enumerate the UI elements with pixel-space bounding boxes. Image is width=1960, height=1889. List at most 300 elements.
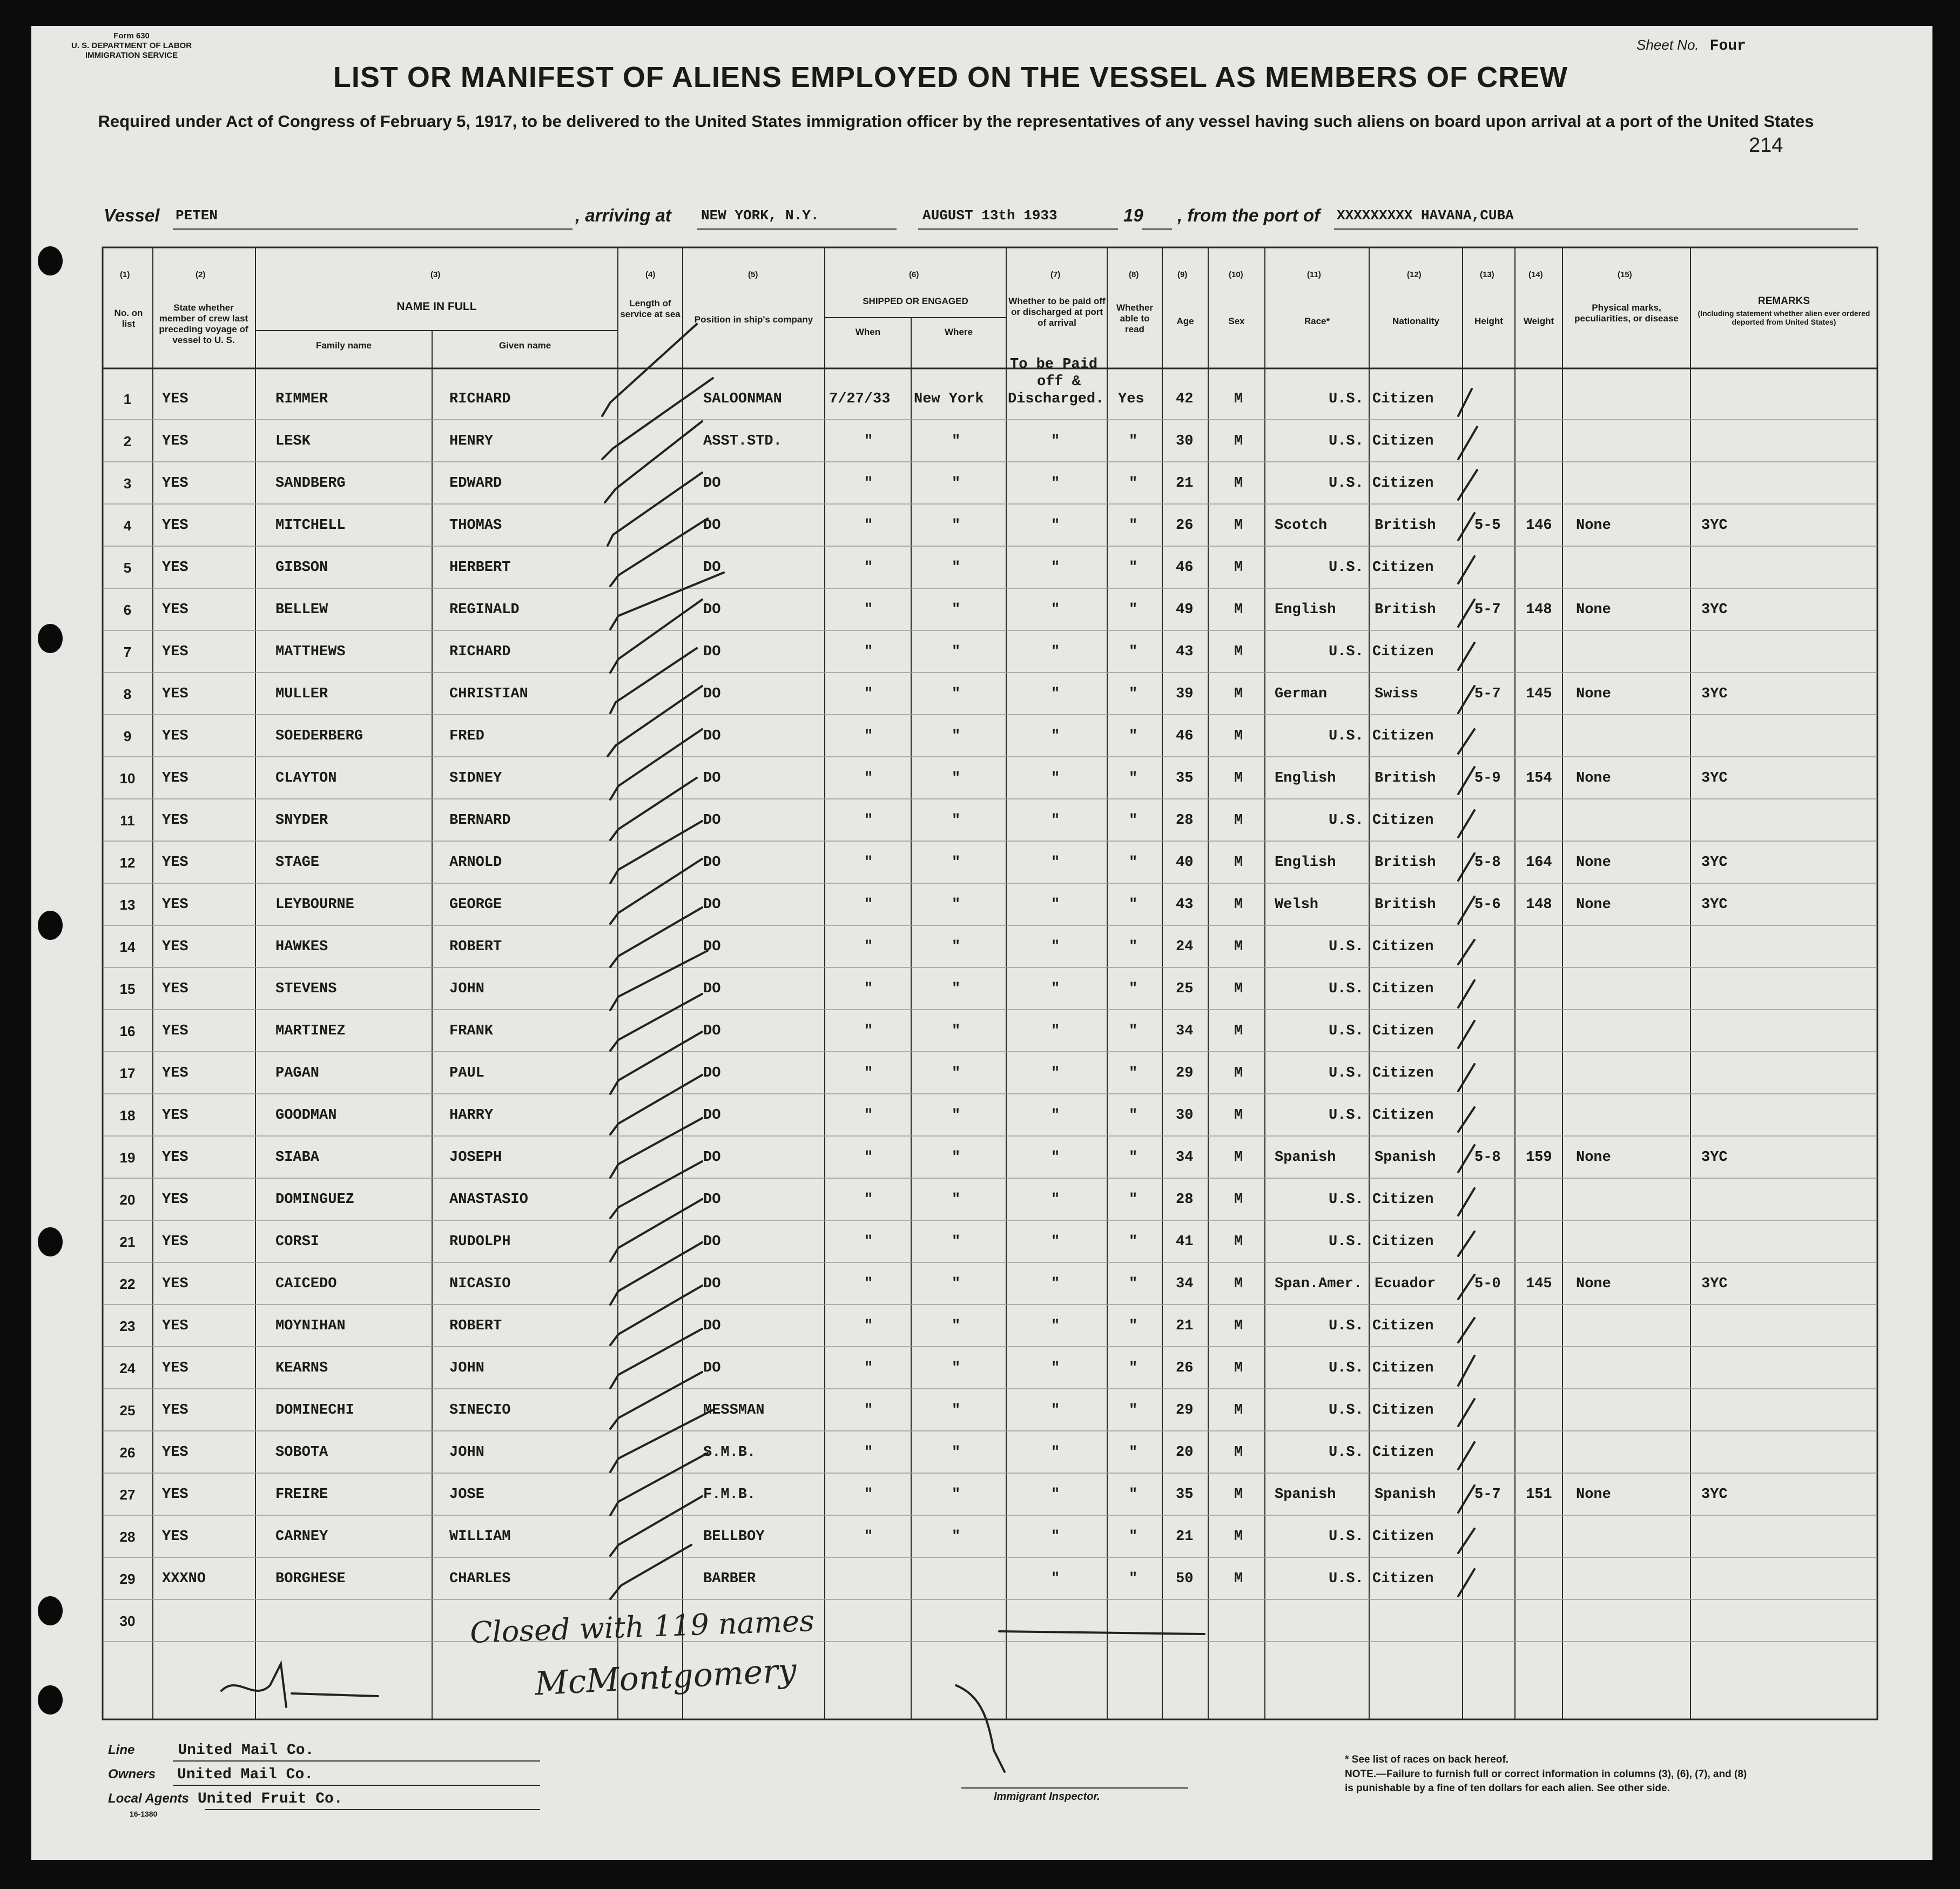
able-to-read-cell: " bbox=[1129, 433, 1138, 449]
given-name-cell: BERNARD bbox=[449, 812, 511, 829]
family-name-cell: DOMINECHI bbox=[275, 1402, 354, 1419]
shipped-when-cell: 7/27/33 bbox=[829, 391, 891, 407]
shipped-where-cell: " bbox=[952, 939, 961, 955]
age-cell: 21 bbox=[1176, 475, 1194, 492]
weight-cell: 154 bbox=[1526, 770, 1552, 786]
prev-voyage-cell: YES bbox=[162, 1487, 188, 1503]
sex-cell: M bbox=[1234, 475, 1243, 492]
physical-marks-cell: None bbox=[1576, 1276, 1611, 1292]
paid-off-cell: " bbox=[1051, 812, 1060, 829]
nationality-cell: British bbox=[1375, 602, 1436, 618]
position-cell: DO bbox=[703, 1065, 721, 1081]
prev-voyage-cell: YES bbox=[162, 1234, 188, 1250]
family-name-cell: FREIRE bbox=[275, 1487, 328, 1503]
nationality-cell: British bbox=[1375, 517, 1436, 534]
col-3-family-header: Family name bbox=[316, 340, 372, 351]
row-number: 28 bbox=[119, 1529, 136, 1545]
col-14-number: (14) bbox=[1528, 270, 1543, 279]
nationality-cell: Swiss bbox=[1375, 686, 1419, 702]
prev-voyage-cell: YES bbox=[162, 391, 188, 407]
paid-off-cell: " bbox=[1051, 1487, 1060, 1503]
position-cell: DO bbox=[703, 1107, 721, 1124]
paid-off-cell: " bbox=[1051, 981, 1060, 997]
nationality-cell: U.S. Citizen bbox=[1329, 981, 1434, 997]
row-number: 12 bbox=[119, 855, 136, 871]
family-name-cell: SOBOTA bbox=[275, 1444, 328, 1461]
prev-voyage-cell: YES bbox=[162, 1360, 188, 1376]
col-6-where-header: Where bbox=[945, 327, 973, 337]
given-name-cell: RICHARD bbox=[449, 644, 511, 660]
able-to-read-cell: " bbox=[1129, 1318, 1138, 1334]
position-cell: MESSMAN bbox=[703, 1402, 765, 1419]
shipped-where-cell: " bbox=[952, 602, 961, 618]
age-cell: 46 bbox=[1176, 560, 1194, 576]
nationality-cell: U.S. Citizen bbox=[1329, 1360, 1434, 1376]
position-cell: DO bbox=[703, 1234, 721, 1250]
able-to-read-cell: Yes bbox=[1118, 391, 1144, 407]
inspector-signature: McMontgomery bbox=[534, 1651, 798, 1703]
row-number: 3 bbox=[123, 475, 132, 492]
position-cell: DO bbox=[703, 602, 721, 618]
given-name-cell: ANASTASIO bbox=[449, 1192, 528, 1208]
paid-off-cell: " bbox=[1051, 1065, 1060, 1081]
owners-label: Owners bbox=[108, 1767, 156, 1782]
col-4-header: Length of service at sea bbox=[620, 298, 681, 319]
height-cell: 5-0 bbox=[1474, 1276, 1501, 1292]
family-name-cell: STAGE bbox=[275, 855, 320, 871]
position-cell: DO bbox=[703, 1023, 721, 1039]
family-name-cell: HAWKES bbox=[275, 939, 328, 955]
position-cell: DO bbox=[703, 897, 721, 913]
sex-cell: M bbox=[1234, 1192, 1243, 1208]
given-name-cell: ROBERT bbox=[449, 1318, 502, 1334]
col-16-header: REMARKS bbox=[1757, 295, 1810, 307]
family-name-cell: MARTINEZ bbox=[275, 1023, 346, 1039]
sex-cell: M bbox=[1234, 855, 1243, 871]
row-number: 8 bbox=[123, 686, 132, 702]
nationality-cell: U.S. Citizen bbox=[1329, 1107, 1434, 1124]
shipped-when-cell: " bbox=[864, 1107, 873, 1124]
paid-off-cell: " bbox=[1051, 1360, 1060, 1376]
given-name-cell: PAUL bbox=[449, 1065, 484, 1081]
prev-voyage-cell: YES bbox=[162, 644, 188, 660]
nationality-cell: U.S. Citizen bbox=[1329, 560, 1434, 576]
paid-off-cell: " bbox=[1051, 433, 1060, 449]
shipped-where-cell: " bbox=[952, 728, 961, 744]
col-15-number: (15) bbox=[1618, 270, 1632, 279]
able-to-read-cell: " bbox=[1129, 1571, 1138, 1587]
shipped-when-cell: " bbox=[864, 644, 873, 660]
page-subtitle: Required under Act of Congress of February 5, 1917, to be delivered to the United States immigration officer by the representatives of any vessel having such aliens on board upon arrival at a port of the United States bbox=[98, 112, 1814, 131]
prev-voyage-cell: YES bbox=[162, 517, 188, 534]
able-to-read-cell: " bbox=[1129, 981, 1138, 997]
sex-cell: M bbox=[1234, 1529, 1243, 1545]
given-name-cell: RICHARD bbox=[449, 391, 511, 407]
given-name-cell: NICASIO bbox=[449, 1276, 511, 1292]
family-name-cell: SOEDERBERG bbox=[275, 728, 363, 744]
remarks-cell: 3YC bbox=[1701, 1149, 1728, 1166]
age-cell: 25 bbox=[1176, 981, 1194, 997]
row-number: 7 bbox=[123, 644, 132, 660]
given-name-cell: JOSE bbox=[449, 1487, 484, 1503]
age-cell: 20 bbox=[1176, 1444, 1194, 1461]
page-number: 214 bbox=[1749, 134, 1783, 157]
shipped-where-cell: " bbox=[952, 433, 961, 449]
given-name-cell: JOHN bbox=[449, 981, 484, 997]
physical-marks-cell: None bbox=[1576, 686, 1611, 702]
able-to-read-cell: " bbox=[1129, 602, 1138, 618]
height-cell: 5-8 bbox=[1474, 1149, 1501, 1166]
sex-cell: M bbox=[1234, 1402, 1243, 1419]
col-4-number: (4) bbox=[645, 270, 656, 279]
shipped-where-cell: " bbox=[952, 1318, 961, 1334]
shipped-when-cell: " bbox=[864, 517, 873, 534]
family-name-cell: BELLEW bbox=[275, 602, 328, 618]
age-cell: 35 bbox=[1176, 1487, 1194, 1503]
position-cell: DO bbox=[703, 855, 721, 871]
prev-voyage-cell: YES bbox=[162, 433, 188, 449]
given-name-cell: JOSEPH bbox=[449, 1149, 502, 1166]
shipped-where-cell: " bbox=[952, 1360, 961, 1376]
shipped-where-cell: " bbox=[952, 560, 961, 576]
sex-cell: M bbox=[1234, 1360, 1243, 1376]
able-to-read-cell: " bbox=[1129, 897, 1138, 913]
col-8-number: (8) bbox=[1129, 270, 1139, 279]
position-cell: DO bbox=[703, 770, 721, 786]
row-number: 25 bbox=[119, 1402, 136, 1419]
position-cell: DO bbox=[703, 517, 721, 534]
nationality-cell: U.S. Citizen bbox=[1329, 1402, 1434, 1419]
nationality-cell: U.S. Citizen bbox=[1329, 475, 1434, 492]
row-number: 17 bbox=[119, 1065, 136, 1081]
race-cell: Span.Amer. bbox=[1275, 1276, 1363, 1292]
prev-voyage-cell: YES bbox=[162, 981, 188, 997]
sheet-label: Sheet No. bbox=[1636, 37, 1699, 53]
able-to-read-cell: " bbox=[1129, 517, 1138, 534]
race-cell: English bbox=[1275, 770, 1336, 786]
shipped-where-cell: " bbox=[952, 1192, 961, 1208]
paid-off-cell: " bbox=[1051, 644, 1060, 660]
shipped-when-cell: " bbox=[864, 770, 873, 786]
shipped-where-cell: " bbox=[952, 855, 961, 871]
age-cell: 43 bbox=[1176, 644, 1194, 660]
sex-cell: M bbox=[1234, 644, 1243, 660]
sex-cell: M bbox=[1234, 602, 1243, 618]
sex-cell: M bbox=[1234, 1065, 1243, 1081]
age-cell: 30 bbox=[1176, 433, 1194, 449]
nationality-cell: U.S. Citizen bbox=[1329, 1023, 1434, 1039]
department: U. S. DEPARTMENT OF LABOR bbox=[71, 41, 192, 50]
shipped-when-cell: " bbox=[864, 939, 873, 955]
position-cell: SALOONMAN bbox=[703, 391, 782, 407]
year-label: 19 bbox=[1123, 205, 1143, 225]
col-10-number: (10) bbox=[1229, 270, 1243, 279]
position-cell: F.M.B. bbox=[703, 1487, 756, 1503]
age-cell: 30 bbox=[1176, 1107, 1194, 1124]
position-cell: DO bbox=[703, 939, 721, 955]
shipped-where-cell: New York bbox=[914, 391, 984, 407]
nationality-cell: U.S. Citizen bbox=[1329, 1065, 1434, 1081]
able-to-read-cell: " bbox=[1129, 1149, 1138, 1166]
col-5-header: Position in ship's company bbox=[694, 314, 813, 325]
given-name-cell: HENRY bbox=[449, 433, 494, 449]
prev-voyage-cell: YES bbox=[162, 1318, 188, 1334]
given-name-cell: JOHN bbox=[449, 1444, 484, 1461]
age-cell: 29 bbox=[1176, 1065, 1194, 1081]
weight-cell: 148 bbox=[1526, 897, 1552, 913]
nationality-cell: U.S. Citizen bbox=[1329, 728, 1434, 744]
col-5-number: (5) bbox=[748, 270, 758, 279]
nationality-cell: U.S. Citizen bbox=[1329, 1571, 1434, 1587]
given-name-cell: RUDOLPH bbox=[449, 1234, 511, 1250]
col-2-number: (2) bbox=[196, 270, 206, 279]
sex-cell: M bbox=[1234, 1107, 1243, 1124]
agents-field bbox=[108, 1791, 343, 1807]
shipped-when-cell: " bbox=[864, 560, 873, 576]
prev-voyage-cell: YES bbox=[162, 1065, 188, 1081]
prev-voyage-cell: YES bbox=[162, 602, 188, 618]
family-name-cell: MOYNIHAN bbox=[275, 1318, 346, 1334]
given-name-cell: SINECIO bbox=[449, 1402, 511, 1419]
row-number: 14 bbox=[119, 939, 136, 955]
position-cell: DO bbox=[703, 812, 721, 829]
able-to-read-cell: " bbox=[1129, 770, 1138, 786]
position-cell: DO bbox=[703, 981, 721, 997]
from-label: , from the port of bbox=[1177, 205, 1320, 225]
family-name-cell: GIBSON bbox=[275, 560, 328, 576]
nationality-cell: U.S. Citizen bbox=[1329, 1444, 1434, 1461]
shipped-where-cell: " bbox=[952, 1107, 961, 1124]
able-to-read-cell: " bbox=[1129, 1276, 1138, 1292]
paid-off-cell: Discharged. bbox=[1008, 391, 1104, 407]
able-to-read-cell: " bbox=[1129, 644, 1138, 660]
prev-voyage-cell: XXXNO bbox=[162, 1571, 206, 1587]
given-name-cell: HARRY bbox=[449, 1107, 494, 1124]
shipped-when-cell: " bbox=[864, 728, 873, 744]
paid-off-cell: " bbox=[1051, 517, 1060, 534]
paid-off-cell: " bbox=[1051, 770, 1060, 786]
paid-off-cell: " bbox=[1051, 1023, 1060, 1039]
arrival-port: NEW YORK, N.Y. bbox=[701, 207, 819, 224]
family-name-cell: LEYBOURNE bbox=[275, 897, 354, 913]
prev-voyage-cell: YES bbox=[162, 686, 188, 702]
prev-voyage-cell: YES bbox=[162, 728, 188, 744]
race-cell: Spanish bbox=[1275, 1149, 1336, 1166]
remarks-cell: 3YC bbox=[1701, 855, 1728, 871]
height-cell: 5-8 bbox=[1474, 855, 1501, 871]
shipped-where-cell: " bbox=[952, 475, 961, 492]
paid-off-cell: " bbox=[1051, 686, 1060, 702]
height-cell: 5-9 bbox=[1474, 770, 1501, 786]
family-name-cell: MATTHEWS bbox=[275, 644, 346, 660]
family-name-cell: DOMINGUEZ bbox=[275, 1192, 354, 1208]
shipped-where-cell: " bbox=[952, 1487, 961, 1503]
form-code: 16-1380 bbox=[130, 1810, 158, 1818]
sex-cell: M bbox=[1234, 728, 1243, 744]
row-number: 6 bbox=[123, 602, 132, 618]
family-name-cell: SNYDER bbox=[275, 812, 328, 829]
page-title: LIST OR MANIFEST OF ALIENS EMPLOYED ON THE VESSEL AS MEMBERS OF CREW bbox=[333, 61, 1568, 93]
col-3-header: NAME IN FULL bbox=[396, 300, 477, 313]
col-6-header: SHIPPED OR ENGAGED bbox=[863, 296, 968, 306]
given-name-cell: GEORGE bbox=[449, 897, 502, 913]
row-number: 10 bbox=[119, 770, 136, 786]
able-to-read-cell: " bbox=[1129, 560, 1138, 576]
able-to-read-cell: " bbox=[1129, 1192, 1138, 1208]
remarks-cell: 3YC bbox=[1701, 897, 1728, 913]
col-12-header: Nationality bbox=[1392, 316, 1439, 326]
shipped-when-cell: " bbox=[864, 433, 873, 449]
remarks-cell: 3YC bbox=[1701, 1276, 1728, 1292]
age-cell: 41 bbox=[1176, 1234, 1194, 1250]
col-14-header: Weight bbox=[1523, 316, 1554, 326]
row-number: 1 bbox=[123, 391, 132, 407]
row-number: 27 bbox=[119, 1487, 136, 1503]
age-cell: 43 bbox=[1176, 897, 1194, 913]
prev-voyage-cell: YES bbox=[162, 560, 188, 576]
row-number: 21 bbox=[119, 1234, 136, 1250]
physical-marks-cell: None bbox=[1576, 770, 1611, 786]
age-cell: 21 bbox=[1176, 1318, 1194, 1334]
given-name-cell: HERBERT bbox=[449, 560, 511, 576]
shipped-when-cell: " bbox=[864, 1487, 873, 1503]
paid-off-cell: " bbox=[1051, 728, 1060, 744]
col-9-number: (9) bbox=[1177, 270, 1188, 279]
sex-cell: M bbox=[1234, 1149, 1243, 1166]
col-7-header: Whether to be paid off or discharged at port of arrival bbox=[1008, 296, 1106, 328]
shipped-when-cell: " bbox=[864, 1444, 873, 1461]
sex-cell: M bbox=[1234, 1234, 1243, 1250]
shipped-when-cell: " bbox=[864, 1192, 873, 1208]
family-name-cell: STEVENS bbox=[275, 981, 337, 997]
weight-cell: 151 bbox=[1526, 1487, 1552, 1503]
given-name-cell: ARNOLD bbox=[449, 855, 502, 871]
position-cell: DO bbox=[703, 644, 721, 660]
shipped-when-cell: " bbox=[864, 1529, 873, 1545]
shipped-where-cell: " bbox=[952, 770, 961, 786]
given-name-cell: FRED bbox=[449, 728, 484, 744]
shipped-where-cell: " bbox=[952, 1065, 961, 1081]
shipped-when-cell: " bbox=[864, 1318, 873, 1334]
able-to-read-cell: " bbox=[1129, 939, 1138, 955]
weight-cell: 148 bbox=[1526, 602, 1552, 618]
shipped-where-cell: " bbox=[952, 517, 961, 534]
col-13-number: (13) bbox=[1480, 270, 1494, 279]
row-number: 30 bbox=[119, 1613, 136, 1629]
shipped-when-cell: " bbox=[864, 1276, 873, 1292]
nationality-cell: U.S. Citizen bbox=[1329, 433, 1434, 449]
position-cell: DO bbox=[703, 475, 721, 492]
prev-voyage-cell: YES bbox=[162, 1529, 188, 1545]
age-cell: 42 bbox=[1176, 391, 1194, 407]
remarks-cell: 3YC bbox=[1701, 1487, 1728, 1503]
age-cell: 29 bbox=[1176, 1402, 1194, 1419]
shipped-where-cell: " bbox=[952, 1149, 961, 1166]
agents-label: Local Agents bbox=[108, 1791, 189, 1806]
col-1-header: No. on list bbox=[114, 308, 143, 329]
row-number: 22 bbox=[119, 1276, 136, 1292]
paid-off-cell: " bbox=[1051, 475, 1060, 492]
family-name-cell: MITCHELL bbox=[275, 517, 346, 534]
paid-off-cell: " bbox=[1051, 1149, 1060, 1166]
shipped-where-cell: " bbox=[952, 812, 961, 829]
row-number: 13 bbox=[119, 897, 136, 913]
family-name-cell: CORSI bbox=[275, 1234, 320, 1250]
row-number: 2 bbox=[123, 433, 132, 449]
given-name-cell: FRANK bbox=[449, 1023, 494, 1039]
position-cell: DO bbox=[703, 686, 721, 702]
line-field bbox=[108, 1742, 314, 1759]
able-to-read-cell: " bbox=[1129, 1234, 1138, 1250]
remarks-cell: 3YC bbox=[1701, 770, 1728, 786]
paid-off-cell: " bbox=[1051, 1571, 1060, 1587]
sex-cell: M bbox=[1234, 1571, 1243, 1587]
age-cell: 26 bbox=[1176, 1360, 1194, 1376]
col-9-header: Age bbox=[1176, 316, 1194, 326]
sex-cell: M bbox=[1234, 517, 1243, 534]
nationality-cell: U.S. Citizen bbox=[1329, 812, 1434, 829]
shipped-when-cell: " bbox=[864, 686, 873, 702]
position-cell: BARBER bbox=[703, 1571, 756, 1587]
age-cell: 28 bbox=[1176, 1192, 1194, 1208]
race-cell: Spanish bbox=[1275, 1487, 1336, 1503]
shipped-when-cell: " bbox=[864, 1149, 873, 1166]
paid-off-cell: " bbox=[1051, 897, 1060, 913]
able-to-read-cell: " bbox=[1129, 1402, 1138, 1419]
age-cell: 46 bbox=[1176, 728, 1194, 744]
able-to-read-cell: " bbox=[1129, 1444, 1138, 1461]
prev-voyage-cell: YES bbox=[162, 475, 188, 492]
able-to-read-cell: " bbox=[1129, 1065, 1138, 1081]
row-number: 16 bbox=[119, 1023, 136, 1039]
paid-off-cell: " bbox=[1051, 1192, 1060, 1208]
nationality-cell: U.S. Citizen bbox=[1329, 391, 1434, 407]
prev-voyage-cell: YES bbox=[162, 1023, 188, 1039]
prev-voyage-cell: YES bbox=[162, 897, 188, 913]
nationality-cell: Spanish bbox=[1375, 1487, 1436, 1503]
physical-marks-cell: None bbox=[1576, 602, 1611, 618]
able-to-read-cell: " bbox=[1129, 475, 1138, 492]
shipped-when-cell: " bbox=[864, 981, 873, 997]
row-number: 18 bbox=[119, 1107, 136, 1124]
shipped-where-cell: " bbox=[952, 1276, 961, 1292]
given-name-cell: SIDNEY bbox=[449, 770, 502, 786]
position-cell: BELLBOY bbox=[703, 1529, 765, 1545]
height-cell: 5-7 bbox=[1474, 602, 1501, 618]
age-cell: 34 bbox=[1176, 1276, 1194, 1292]
prev-voyage-cell: YES bbox=[162, 1444, 188, 1461]
family-name-cell: PAGAN bbox=[275, 1065, 320, 1081]
vessel-name: PETEN bbox=[176, 207, 218, 224]
height-cell: 5-5 bbox=[1474, 517, 1501, 534]
age-cell: 49 bbox=[1176, 602, 1194, 618]
sex-cell: M bbox=[1234, 1444, 1243, 1461]
position-cell: DO bbox=[703, 1149, 721, 1166]
row-number: 15 bbox=[119, 981, 136, 997]
col-12-number: (12) bbox=[1407, 270, 1422, 279]
col-1-number: (1) bbox=[120, 270, 130, 279]
physical-marks-cell: None bbox=[1576, 855, 1611, 871]
prev-voyage-cell: YES bbox=[162, 1149, 188, 1166]
prev-voyage-cell: YES bbox=[162, 939, 188, 955]
weight-cell: 146 bbox=[1526, 517, 1552, 534]
remarks-cell: 3YC bbox=[1701, 517, 1728, 534]
row-number: 24 bbox=[119, 1360, 136, 1376]
paid-off-cell: " bbox=[1051, 1234, 1060, 1250]
agents-value: United Fruit Co. bbox=[197, 1791, 343, 1807]
age-cell: 50 bbox=[1176, 1571, 1194, 1587]
age-cell: 26 bbox=[1176, 517, 1194, 534]
